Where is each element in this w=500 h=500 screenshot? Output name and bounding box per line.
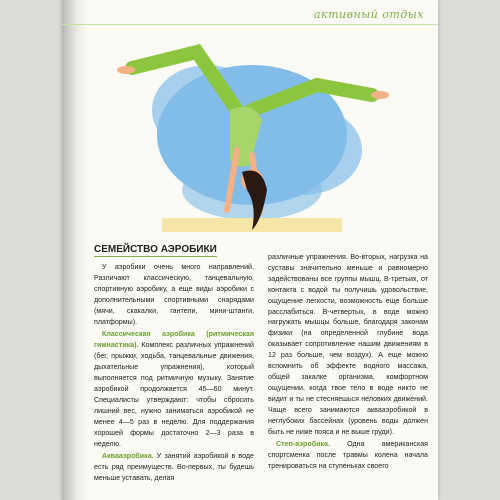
paragraph-text: Одна американская спортсменка после травмы колена начала тренироваться на ступеньках своего [268, 440, 428, 471]
term-classic-aerobics: Классическая аэробика (ритмическая гимнастика). [94, 330, 254, 350]
section-header: активный отдых [313, 8, 424, 21]
paragraph-text: Комплекс различных упражнений (бег, прыжки, ходьба, танцевальные движения, дыхательные упражнения), который выполняется под ритмичную музыку. Занятие аэробикой продолжается 45—60 минут. Специалисты утверждают: чтобы сбросить лишний вес, нужно заниматься аэробикой не менее 4—5 раз в неделю. Для поддержания хорошей формы достаточно 2—3 раза в неделю. [94, 341, 254, 448]
paragraph-text: У занятий аэробикой в воде есть ряд преимуществ. Во-первых, ты будешь меньше уставать, делая [94, 452, 254, 483]
paragraph [94, 329, 254, 449]
paragraph [94, 451, 254, 484]
paragraph: У аэробики очень много направлений. Различают классическую, танцевальную, спортивную аэробику, а еще виды аэробики с дополнительными спортивными снарядами (мячи, скакалки, гантели, мини-штанги, платформы). [94, 263, 254, 326]
paragraph [268, 439, 428, 472]
term-step-aerobics: Степ-аэробика. [276, 440, 330, 449]
handstand-girl-illustration [102, 40, 402, 245]
header-rule [62, 24, 438, 25]
right-column [268, 252, 428, 474]
floor [162, 218, 342, 232]
section-title: СЕМЕЙСТВО АЭРОБИКИ [94, 244, 217, 255]
term-aqua-aerobics: Аквааэробика. [102, 452, 154, 461]
book-spine [62, 0, 88, 500]
book-page [62, 0, 438, 500]
left-column [94, 262, 254, 486]
right-foot [371, 91, 389, 99]
paragraph: различные упражнения. Во-вторых, нагрузка на суставы значительно меньше и равномерно задействованы все группы мышц. В-третьих, от контакта с водой ты получишь удовольствие, ощущение легкости, возможность еще больше расслабиться. В-четвертых, в воде можно нагружать мышцы больше, благодаря законам физики (на определенной глубине вода оказывает сопротивление нашим движениям в 12 раз больше, чем воздух). А еще можно вспомнить об эффекте водного массажа, общей закалке организма, комфортном ощущении, когда твое тело в воде никто не видит и ты не стесняешься неловких движений. Чаще всего занимаются аквааэробикой в неглубоких бассейнах (уровень воды должен быть не ниже пояса и не выше груди). [268, 253, 428, 436]
left-foot [117, 66, 135, 74]
